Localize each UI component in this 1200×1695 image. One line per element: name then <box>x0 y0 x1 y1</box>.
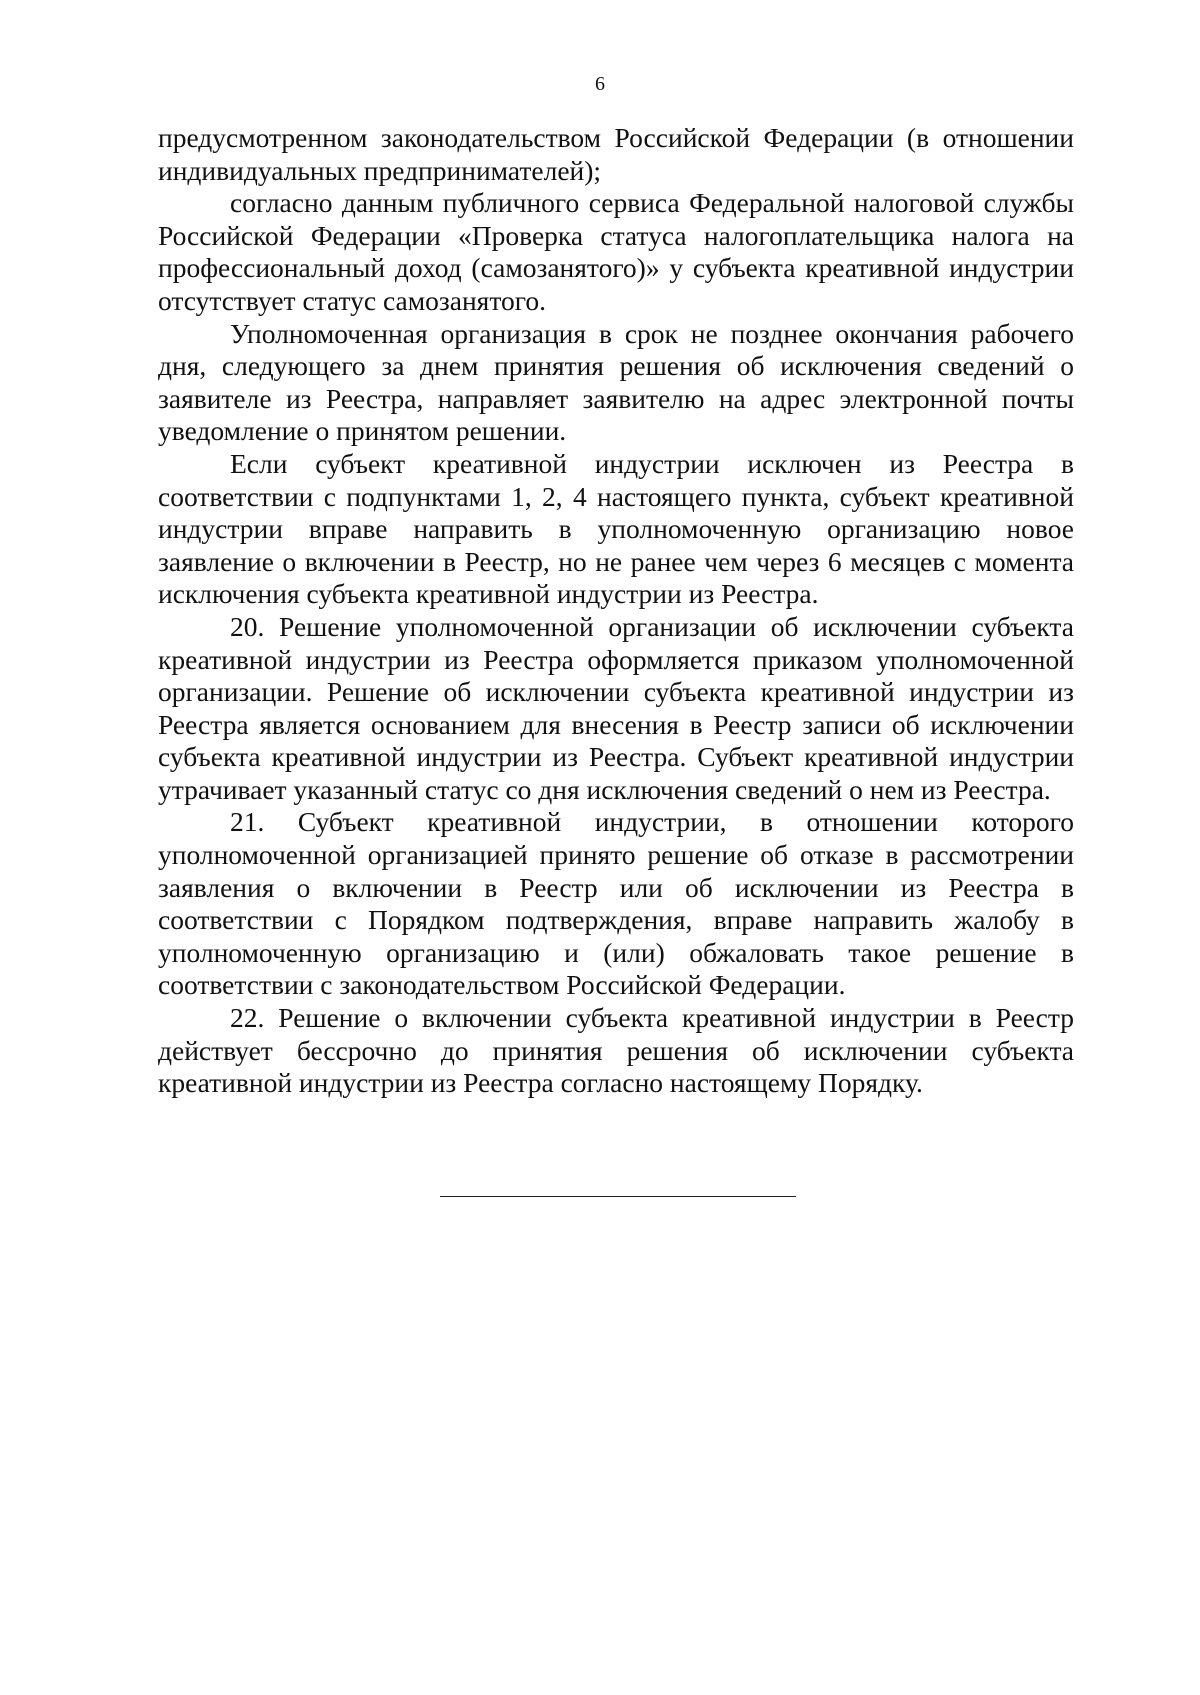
paragraph-self-employed-condition: согласно данным публичного сервиса Федеральной налоговой службы Российской Федерации «Проверка статуса налогоплательщика налога на профессиональный доход (самозанятого)» у субъекта креативной индустрии отсутствует статус самозанятого. <box>158 187 1074 316</box>
page-number: 6 <box>595 73 605 95</box>
paragraph-item-20: 20. Решение уполномоченной организации об исключении субъекта креативной индустрии из Реестра оформляется приказом уполномоченной организации. Решение об исключении субъекта креативной индустрии из Реестра является основанием для внесения в Реестр записи об исключении субъекта креативной индустрии из Реестра. Субъект креативной индустрии утрачивает указанный статус со дня исключения сведений о нем из Реестра. <box>158 610 1074 805</box>
paragraph-reapplication: Если субъект креативной индустрии исключен из Реестра в соответствии с подпунктами 1, 2, 4 настоящего пункта, субъект креативной индустрии вправе направить в уполномоченную организацию новое заявление о включении в Реестр, но не ранее чем через 6 месяцев с момента исключения субъекта креативной индустрии из Реестра. <box>158 447 1074 610</box>
paragraph-item-22: 22. Решение о включении субъекта креативной индустрии в Реестр действует бессрочно до принятия решения об исключении субъекта креативной индустрии из Реестра согласно настоящему Порядку. <box>158 1002 1074 1099</box>
paragraph-notification: Уполномоченная организация в срок не позднее окончания рабочего дня, следующего за днем принятия решения об исключения сведений о заявителе из Реестра, направляет заявителю на адрес электронной почты уведомление о принятом решении. <box>158 317 1074 447</box>
paragraph-continuation: предусмотренном законодательством Российской Федерации (в отношении индивидуальных предпринимателей); <box>158 122 1074 186</box>
paragraph-item-21: 21. Субъект креативной индустрии, в отношении которого уполномоченной организацией принято решение об отказе в рассмотрении заявления о включении в Реестр или об исключении из Реестра в соответствии с Порядком подтверждения, вправе направить жалобу в уполномоченную организацию и (или) обжаловать такое решение в соответствии с законодательством Российской Федерации. <box>158 806 1074 1001</box>
end-of-document-rule <box>440 1196 796 1197</box>
document-body <box>158 122 1074 1100</box>
